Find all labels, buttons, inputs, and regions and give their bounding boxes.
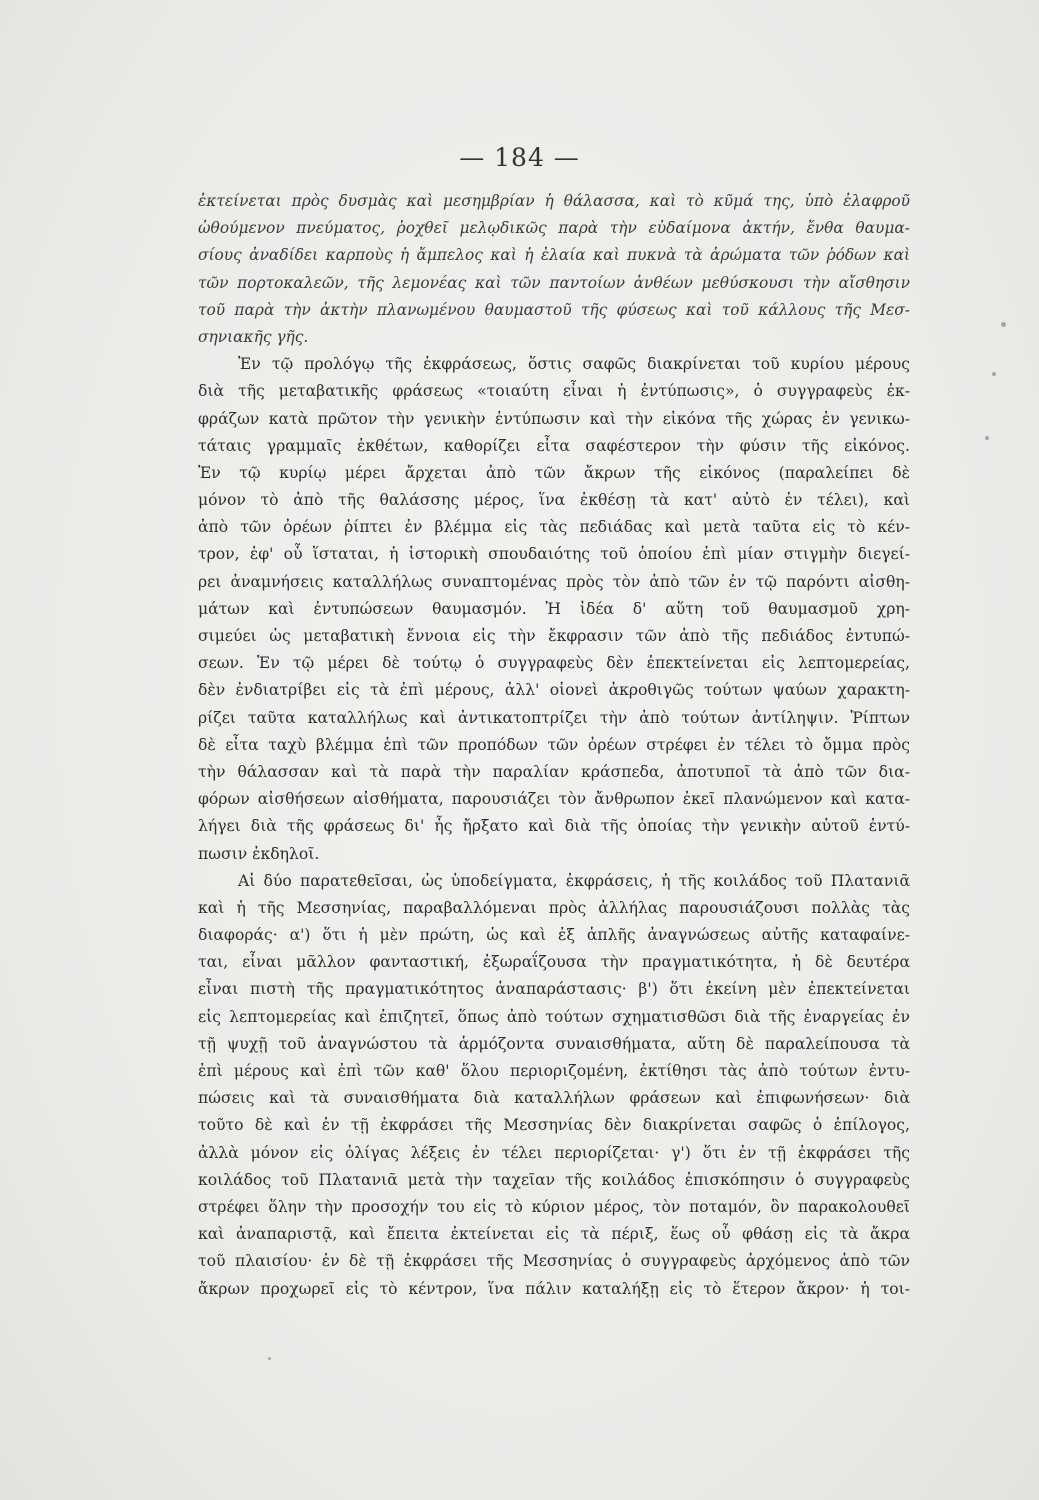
- ink-speck: [268, 1357, 271, 1360]
- ink-speck: [1001, 322, 1006, 327]
- text-line: ἀπὸ τῶν ὀρέων ῥίπτει ἐν βλέμμα εἰς τὰς πεδιάδας καὶ μετὰ ταῦτα εἰς τὸ κέν-: [198, 518, 910, 537]
- text-line: κοιλάδος τοῦ Πλατανιᾶ μετὰ τὴν ταχεῖαν τῆς κοιλάδος ἐπισκόπησιν ὁ συγγραφεὺς: [198, 1170, 910, 1189]
- text-line: σίους ἀναδίδει καρποὺς ἡ ἄμπελος καὶ ἡ ἐλαία καὶ πυκνὰ τὰ ἀρώματα τῶν ῥόδων καὶ: [198, 246, 910, 265]
- text-line: σιμεύει ὡς μεταβατικὴ ἔννοια εἰς τὴν ἔκφρασιν τῶν ἀπὸ τῆς πεδιάδος ἐντυπώ-: [198, 627, 910, 645]
- text-line: διὰ τῆς μεταβατικῆς φράσεως «τοιαύτη εἶναι ἡ ἐντύπωσις», ὁ συγγραφεὺς ἐκ-: [198, 382, 910, 401]
- text-line: Ἐν τῷ προλόγῳ τῆς ἐκφράσεως, ὅστις σαφῶς διακρίνεται τοῦ κυρίου μέρους: [238, 355, 910, 374]
- text-line: ρει ἀναμνήσεις καταλλήλως συναπτομένας πρὸς τὸν ἀπὸ τῶν ἐν τῷ παρόντι αἰσθη-: [198, 572, 910, 591]
- body-text: [198, 188, 910, 1303]
- text-line: τοῦ παρὰ τὴν ἀκτὴν πλανωμένου θαυμαστοῦ τῆς φύσεως καὶ τοῦ κάλλους τῆς Μεσ-: [198, 300, 910, 319]
- page-number: — 184 —: [459, 143, 580, 172]
- text-line: μόνον τὸ ἀπὸ τῆς θαλάσσης μέρος, ἵνα ἐκθέσῃ τὰ κατ' αὐτὸ ἐν τέλει), καὶ: [198, 491, 910, 510]
- text-line: τῶν πορτοκαλεῶν, τῆς λεμονέας καὶ τῶν παντοίων ἀνθέων μεθύσκουσι τὴν αἴσθησιν: [198, 273, 910, 292]
- text-line: σεων. Ἐν τῷ μέρει δὲ τούτῳ ὁ συγγραφεὺς δὲν ἐπεκτείνεται εἰς λεπτομερείας,: [198, 654, 910, 673]
- text-line: φράζων κατὰ πρῶτον τὴν γενικὴν ἐντύπωσιν καὶ τὴν εἰκόνα τῆς χώρας ἐν γενικω-: [198, 409, 910, 428]
- text-line: πωσιν ἐκδηλοῖ.: [198, 844, 320, 863]
- text-line: εἶναι πιστὴ τῆς πραγματικότητος ἀναπαράστασις· β') ὅτι ἐκείνη μὲν ἐπεκτείνεται: [198, 980, 910, 999]
- text-line: ἀλλὰ μόνον εἰς ὀλίγας λέξεις ἐν τέλει περιορίζεται· γ') ὅτι ἐν τῇ ἐκφράσει τῆς: [198, 1143, 910, 1162]
- text-line: τοῦτο δὲ καὶ ἐν τῇ ἐκφράσει τῆς Μεσσηνίας δὲν διακρίνεται σαφῶς ὁ ἐπίλογος,: [198, 1116, 910, 1135]
- text-line: τάταις γραμμαῖς ἐκθέτων, καθορίζει εἶτα σαφέστερον τὴν φύσιν τῆς εἰκόνος.: [198, 436, 910, 455]
- text-line: πώσεις καὶ τὰ συναισθήματα διὰ καταλλήλων φράσεων καὶ ἐπιφωνήσεων· διὰ: [198, 1089, 910, 1108]
- text-line: διαφοράς· α') ὅτι ἡ μὲν πρώτη, ὡς καὶ ἐξ ἁπλῆς ἀναγνώσεως αὐτῆς καταφαίνε-: [198, 926, 910, 945]
- text-line: σηνιακῆς γῆς.: [198, 327, 309, 346]
- text-line: ἐπὶ μέρους καὶ ἐπὶ τῶν καθ' ὅλου περιοριζομένη, ἐκτίθησι τὰς ἀπὸ τούτων ἐντυ-: [198, 1062, 910, 1080]
- ink-speck: [985, 436, 989, 440]
- text-line: στρέφει ὅλην τὴν προσοχήν του εἰς τὸ κύριον μέρος, τὸν ποταμόν, ὃν παρακολουθεῖ: [198, 1197, 910, 1216]
- text-line: καὶ ἡ τῆς Μεσσηνίας, παραβαλλόμεναι πρὸς ἀλλήλας παρουσιάζουσι πολλὰς τὰς: [198, 898, 910, 917]
- text-line: ἐκτείνεται πρὸς δυσμὰς καὶ μεσημβρίαν ἡ θάλασσα, καὶ τὸ κῦμά της, ὑπὸ ἐλαφροῦ: [198, 192, 910, 210]
- text-line: τῇ ψυχῇ τοῦ ἀναγνώστου τὰ ἁρμόζοντα συναισθήματα, αὕτη δὲ παραλείπουσα τὰ: [198, 1034, 910, 1053]
- text-line: λήγει διὰ τῆς φράσεως δι' ἧς ἤρξατο καὶ διὰ τῆς ὁποίας τὴν γενικὴν αὐτοῦ ἐντύ-: [198, 817, 910, 836]
- ink-speck: [992, 372, 996, 376]
- text-line: τὴν θάλασσαν καὶ τὰ παρὰ τὴν παραλίαν κράσπεδα, ἀποτυποῖ τὰ ἀπὸ τῶν δια-: [198, 762, 910, 781]
- text-line: εἰς λεπτομερείας καὶ ἐπιζητεῖ, ὅπως ἀπὸ τούτων σχηματισθῶσι διὰ τῆς ἐναργείας ἐν: [198, 1007, 910, 1026]
- text-line: Αἱ δύο παρατεθεῖσαι, ὡς ὑποδείγματα, ἐκφράσεις, ἡ τῆς κοιλάδος τοῦ Πλατανιᾶ: [238, 871, 910, 890]
- text-line: τοῦ πλαισίου· ἐν δὲ τῇ ἐκφράσει τῆς Μεσσηνίας ὁ συγγραφεὺς ἀρχόμενος ἀπὸ τῶν: [198, 1252, 910, 1271]
- text-line: Ἐν τῷ κυρίῳ μέρει ἄρχεται ἀπὸ τῶν ἄκρων τῆς εἰκόνος (παραλείπει δὲ: [198, 463, 910, 482]
- text-line: δὲ εἶτα ταχὺ βλέμμα ἐπὶ τῶν προπόδων τῶν ὀρέων στρέφει ἐν τέλει τὸ ὄμμα πρὸς: [198, 735, 910, 754]
- text-line: ἄκρων προχωρεῖ εἰς τὸ κέντρον, ἵνα πάλιν καταλήξῃ εἰς τὸ ἕτερον ἄκρον· ἡ τοι-: [198, 1279, 910, 1298]
- text-line: δὲν ἐνδιατρίβει εἰς τὰ ἐπὶ μέρους, ἀλλ' οἱονεὶ ἀκροθιγῶς τούτων ψαύων χαρακτη-: [198, 681, 910, 700]
- text-line: καὶ ἀναπαριστᾷ, καὶ ἔπειτα ἐκτείνεται εἰς τὰ πέριξ, ἕως οὗ φθάσῃ εἰς τὰ ἄκρα: [198, 1225, 910, 1244]
- text-line: μάτων καὶ ἐντυπώσεων θαυμασμόν. Ἡ ἰδέα δ' αὕτη τοῦ θαυμασμοῦ χρη-: [198, 599, 910, 618]
- text-line: ται, εἶναι μᾶλλον φανταστική, ἐξωραΐζουσα τὴν πραγματικότητα, ἡ δὲ δευτέρα: [198, 953, 910, 972]
- text-line: φόρων αἰσθήσεων αἰσθήματα, παρουσιάζει τὸν ἄνθρωπον ἐκεῖ πλανώμενον καὶ κατα-: [198, 790, 910, 809]
- text-line: τρον, ἐφ' οὗ ἵσταται, ἡ ἱστορικὴ σπουδαιότης τοῦ ὁποίου ἐπὶ μίαν στιγμὴν διεγεί-: [198, 545, 910, 564]
- text-line: ὠθούμενον πνεύματος, ῥοχθεῖ μελῳδικῶς παρὰ τὴν εὐδαίμονα ἀκτήν, ἔνθα θαυμα-: [198, 219, 910, 238]
- text-line: ρίζει ταῦτα καταλλήλως καὶ ἀντικατοπτρίζει τὴν ἀπὸ τούτων ἀντίληψιν. Ῥίπτων: [198, 708, 910, 727]
